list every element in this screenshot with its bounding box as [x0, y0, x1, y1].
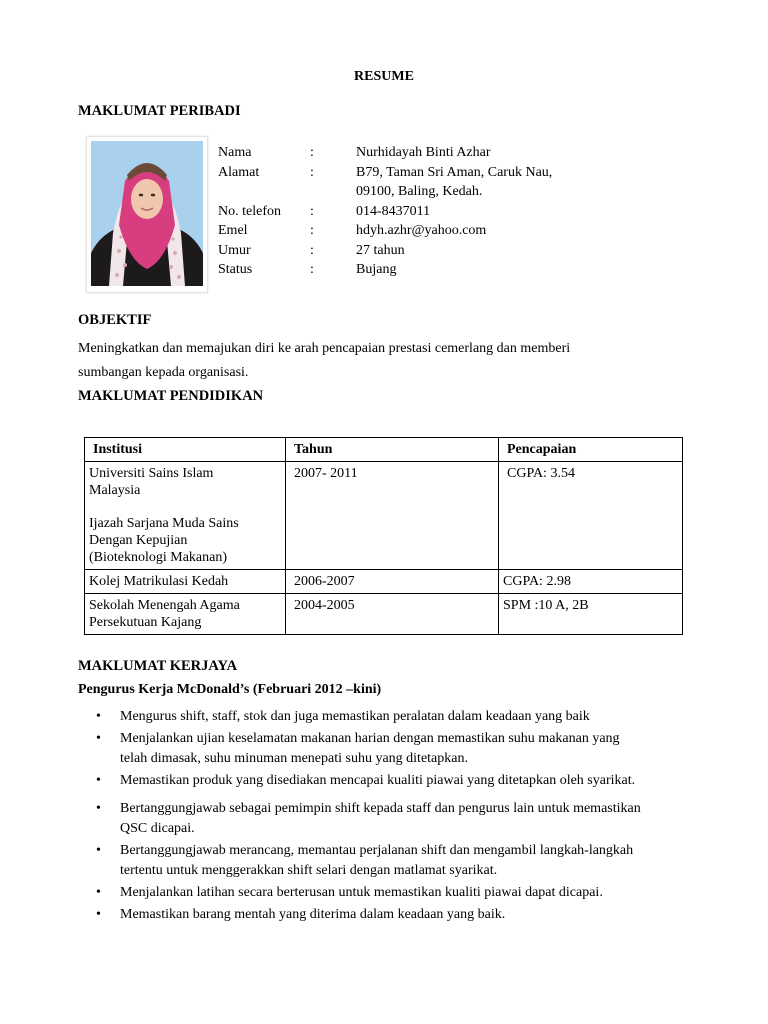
column-header: Institusi	[85, 438, 286, 462]
objective-text	[78, 337, 698, 385]
column-header: Tahun	[286, 438, 499, 462]
objective-heading: OBJEKTIF	[78, 312, 152, 328]
info-value: Bujang	[356, 262, 397, 277]
bullet-icon: •	[96, 801, 101, 816]
table-header-row	[85, 438, 683, 462]
info-row-address-2	[218, 182, 638, 202]
bullet-icon: •	[96, 843, 101, 858]
table-row	[85, 462, 683, 570]
year-cell: 2006-2007	[286, 570, 499, 594]
info-value: 09100, Baling, Kedah.	[356, 184, 483, 199]
info-row-email	[218, 221, 638, 241]
degree-line: Ijazah Sarjana Muda Sains	[89, 516, 239, 531]
duty-text: Bertanggungjawab merancang, memantau perjalanan shift dan mengambil langkah-langkah	[120, 843, 634, 858]
institution-line: Persekutuan Kajang	[89, 615, 202, 630]
list-item	[78, 729, 698, 769]
table-row	[85, 594, 683, 635]
duty-text: Memastikan barang mentah yang diterima dalam keadaan yang baik.	[120, 907, 506, 922]
list-item	[78, 799, 698, 839]
info-colon: :	[310, 242, 314, 258]
bullet-icon: •	[96, 709, 101, 724]
info-colon: :	[310, 145, 314, 160]
year-cell: 2007- 2011	[286, 462, 499, 570]
result-cell: CGPA: 2.98	[499, 570, 683, 594]
job-title: Pengurus Kerja McDonald’s (Februari 2012 –kini)	[78, 682, 382, 697]
info-colon: :	[310, 223, 314, 238]
info-colon	[310, 182, 356, 202]
bullet-icon: •	[96, 773, 101, 788]
table-row	[85, 570, 683, 594]
personal-info	[218, 143, 638, 280]
list-item	[78, 707, 698, 727]
duty-text: Mengurus shift, staff, stok dan juga memastikan peralatan dalam keadaan yang baik	[120, 709, 590, 724]
duty-text: Memastikan produk yang disediakan mencapai kualiti piawai yang ditetapkan oleh syarikat.	[120, 773, 636, 788]
info-value: Nurhidayah Binti Azhar	[356, 145, 491, 160]
year-cell: 2004-2005	[286, 594, 499, 635]
info-value: B79, Taman Sri Aman, Caruk Nau,	[356, 164, 553, 180]
info-colon: :	[310, 262, 314, 277]
info-label: Nama	[218, 145, 252, 160]
info-row-phone	[218, 202, 638, 222]
objective-line: Meningkatkan dan memajukan diri ke arah pencapaian prestasi cemerlang dan memberi	[78, 341, 571, 356]
institution-line: Universiti Sains Islam	[89, 466, 214, 481]
bullet-icon: •	[96, 907, 101, 922]
bullet-icon: •	[96, 885, 101, 900]
institution-cell	[85, 462, 286, 570]
info-label: Umur	[218, 242, 251, 258]
institution-line: Malaysia	[89, 483, 141, 498]
list-item	[78, 905, 698, 925]
resume-title: RESUME	[354, 69, 414, 84]
career-heading: MAKLUMAT KERJAYA	[78, 658, 238, 674]
info-label: Emel	[218, 223, 248, 238]
list-item	[78, 841, 698, 881]
duty-text: Bertanggungjawab sebagai pemimpin shift kepada staff dan pengurus lain untuk memastikan	[120, 801, 641, 816]
info-row-address	[218, 163, 638, 183]
degree-line: (Bioteknologi Makanan)	[89, 550, 228, 565]
duty-text: tertentu untuk menggerakkan shift selari dengan matlamat syarikat.	[120, 863, 498, 878]
info-colon: :	[310, 203, 314, 219]
info-row-status	[218, 260, 638, 280]
info-label	[218, 182, 310, 202]
duty-text: telah dimasak, suhu minuman menepati suhu yang ditetapkan.	[120, 751, 468, 766]
institution-cell	[85, 594, 286, 635]
institution-cell: Kolej Matrikulasi Kedah	[85, 570, 286, 594]
personal-heading: MAKLUMAT PERIBADI	[78, 103, 241, 119]
education-table	[84, 437, 683, 635]
info-label: No. telefon	[218, 203, 281, 219]
degree-line: Dengan Kepujian	[89, 533, 188, 548]
duty-text: QSC dicapai.	[120, 821, 195, 836]
list-item	[78, 883, 698, 903]
column-header: Pencapaian	[499, 438, 683, 462]
profile-photo	[86, 136, 208, 293]
duties-list	[78, 707, 698, 927]
result-cell: CGPA: 3.54	[499, 462, 683, 570]
info-value: hdyh.azhr@yahoo.com	[356, 223, 487, 238]
info-colon: :	[310, 164, 314, 180]
info-value: 27 tahun	[356, 242, 405, 258]
info-value: 014-8437011	[356, 203, 431, 219]
objective-line: sumbangan kepada organisasi.	[78, 365, 249, 380]
education-heading: MAKLUMAT PENDIDIKAN	[78, 388, 264, 404]
list-item	[78, 771, 698, 791]
bullet-icon: •	[96, 731, 101, 746]
portrait-image	[91, 141, 203, 286]
result-cell: SPM :10 A, 2B	[499, 594, 683, 635]
institution-line: Sekolah Menengah Agama	[89, 598, 240, 613]
info-row-name	[218, 143, 638, 163]
duty-text: Menjalankan latihan secara berterusan untuk memastikan kualiti piawai dapat dicapai.	[120, 885, 603, 900]
duty-text: Menjalankan ujian keselamatan makanan harian dengan memastikan suhu makanan yang	[120, 731, 620, 746]
info-label: Alamat	[218, 164, 260, 180]
info-row-age	[218, 241, 638, 261]
info-label: Status	[218, 262, 253, 277]
